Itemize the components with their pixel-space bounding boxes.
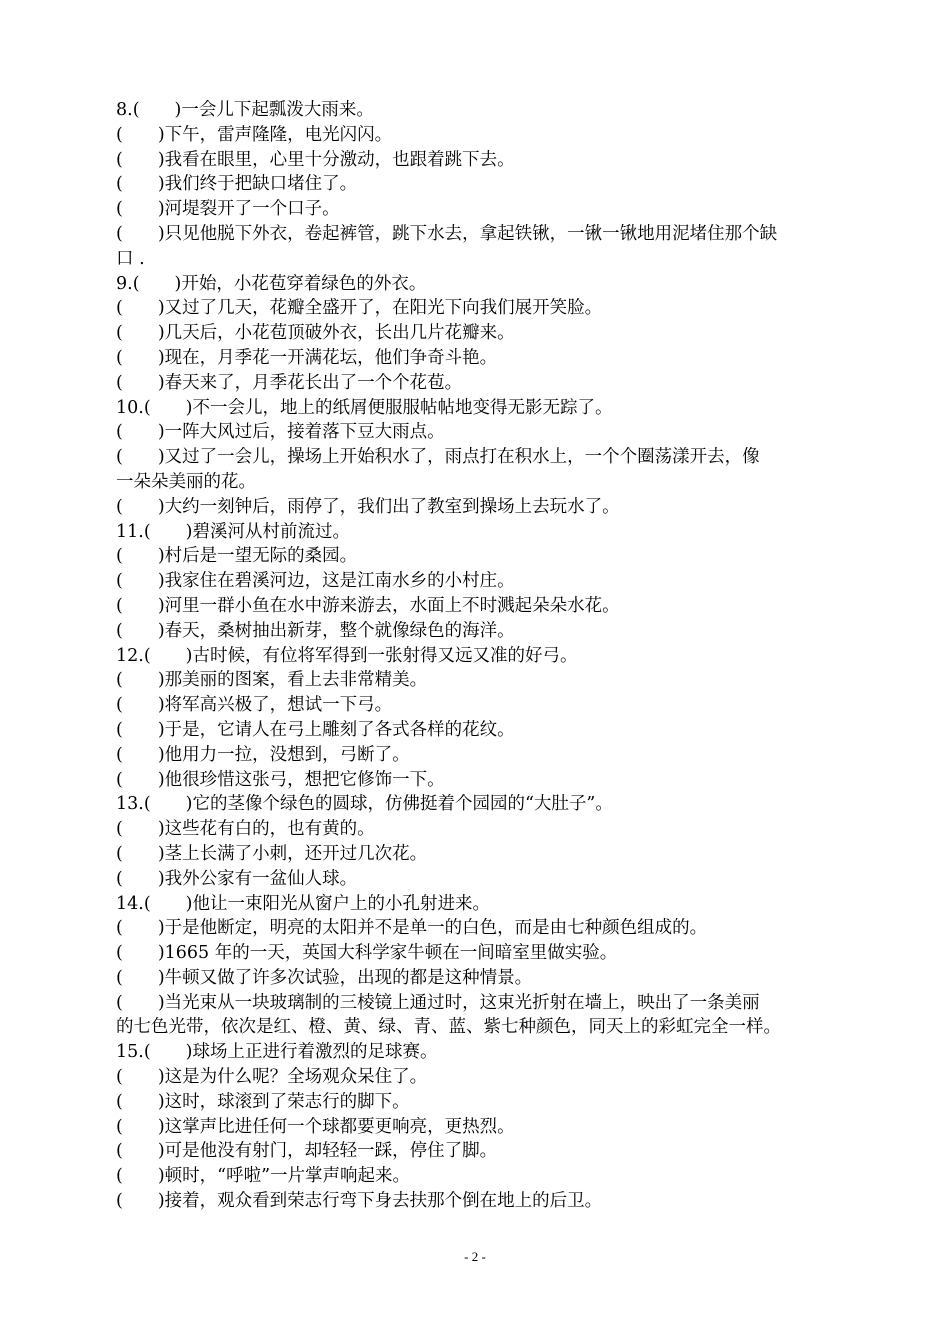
text-line: ( )春天，桑树抽出新芽，整个就像绿色的海洋。: [116, 620, 515, 641]
text-line: ( )这是为什么呢？全场观众呆住了。: [116, 1067, 428, 1088]
text-line: ( )村后是一望无际的桑园。: [116, 546, 358, 567]
text-line: 的七色光带，依次是红、橙、黄、绿、青、蓝、紫七种颜色，同天上的彩虹完全一样。: [116, 1017, 781, 1038]
text-line: 一朵朵美丽的花。: [116, 471, 256, 492]
text-line: ( )河里一群小鱼在水中游来游去，水面上不时溅起朵朵水花。: [116, 595, 620, 616]
text-line: 14.( )他让一束阳光从窗户上的小孔射进来。: [116, 893, 490, 914]
text-line: 15.( )球场上正进行着激烈的足球赛。: [116, 1042, 438, 1063]
text-line: ( )当光束从一块玻璃制的三棱镜上通过时，这束光折射在墙上，映出了一条美丽: [116, 992, 760, 1013]
text-line: ( )现在，月季花一开满花坛，他们争奇斗艳。: [116, 347, 498, 368]
text-line: 12.( )古时候，有位将军得到一张射得又远又准的好弓。: [116, 645, 578, 666]
text-line: ( )又过了几天，花瓣全盛开了，在阳光下向我们展开笑脸。: [116, 298, 603, 319]
text-line: ( )于是他断定，明亮的太阳并不是单一的白色，而是由七种颜色组成的。: [116, 918, 708, 939]
text-line: ( )将军高兴极了，想试一下弓。: [116, 695, 393, 716]
text-line: ( )可是他没有射门，却轻轻一踩，停住了脚。: [116, 1141, 498, 1162]
text-line: 13.( )它的茎像个绿色的圆球，仿佛挺着个园园的“大肚子”。: [116, 794, 613, 815]
text-line: ( )他很珍惜这张弓，想把它修饰一下。: [116, 769, 445, 790]
text-line: ( )只见他脱下外衣，卷起裤管，跳下水去，拿起铁锹，一锹一锹地用泥堵住那个缺: [116, 223, 778, 244]
text-line: ( )我外公家有一盆仙人球。: [116, 868, 358, 889]
text-line: ( )春天来了，月季花长出了一个个花苞。: [116, 372, 463, 393]
text-line: ( )于是，它请人在弓上雕刻了各式各样的花纹。: [116, 719, 515, 740]
text-line: ( )顿时，“呼啦”一片掌声响起来。: [116, 1166, 411, 1187]
text-line: 10.( )不一会儿，地上的纸屑便服服帖帖地变得无影无踪了。: [116, 397, 613, 418]
text-line: ( )接着，观众看到荣志行弯下身去扶那个倒在地上的后卫。: [116, 1191, 603, 1212]
text-line: 8.( )一会儿下起瓢泼大雨来。: [116, 100, 374, 120]
text-line: ( )我家住在碧溪河边，这是江南水乡的小村庄。: [116, 571, 515, 592]
text-line: 口 .: [116, 248, 145, 269]
text-line: ( )下午，雷声隆隆，电光闪闪。: [116, 124, 393, 145]
text-line: 11.( )碧溪河从村前流过。: [116, 521, 350, 542]
text-line: ( )我们终于把缺口堵住了。: [116, 174, 358, 195]
text-line: ( )大约一刻钟后，雨停了，我们出了教室到操场上去玩水了。: [116, 496, 620, 517]
text-line: ( )他用力一拉，没想到，弓断了。: [116, 744, 410, 765]
exercise-text: [116, 98, 856, 1214]
text-line: ( )河堤裂开了一个口子。: [116, 199, 340, 220]
text-line: ( )几天后，小花苞顶破外衣，长出几片花瓣来。: [116, 323, 515, 344]
text-line: ( )我看在眼里，心里十分激动，也跟着跳下去。: [116, 149, 515, 170]
text-line: ( )这些花有白的，也有黄的。: [116, 819, 375, 840]
text-line: ( )1665 年的一天，英国大科学家牛顿在一间暗室里做实验。: [116, 943, 618, 964]
text-line: ( )茎上长满了小刺，还开过几次花。: [116, 843, 428, 864]
text-line: ( )牛顿又做了许多次试验，出现的都是这种情景。: [116, 967, 533, 988]
text-line: ( )这掌声比进任何一个球都要更响亮，更热烈。: [116, 1116, 515, 1137]
text-line: ( )一阵大风过后，接着落下豆大雨点。: [116, 422, 445, 443]
text-line: ( )又过了一会儿，操场上开始积水了，雨点打在积水上，一个个圈荡漾开去，像: [116, 447, 760, 468]
text-line: 9.( )开始，小花苞穿着绿色的外衣。: [116, 273, 427, 294]
text-line: ( )那美丽的图案，看上去非常精美。: [116, 670, 428, 691]
text-line: ( )这时，球滚到了荣志行的脚下。: [116, 1091, 410, 1112]
page-number: - 2 -: [464, 1249, 486, 1264]
